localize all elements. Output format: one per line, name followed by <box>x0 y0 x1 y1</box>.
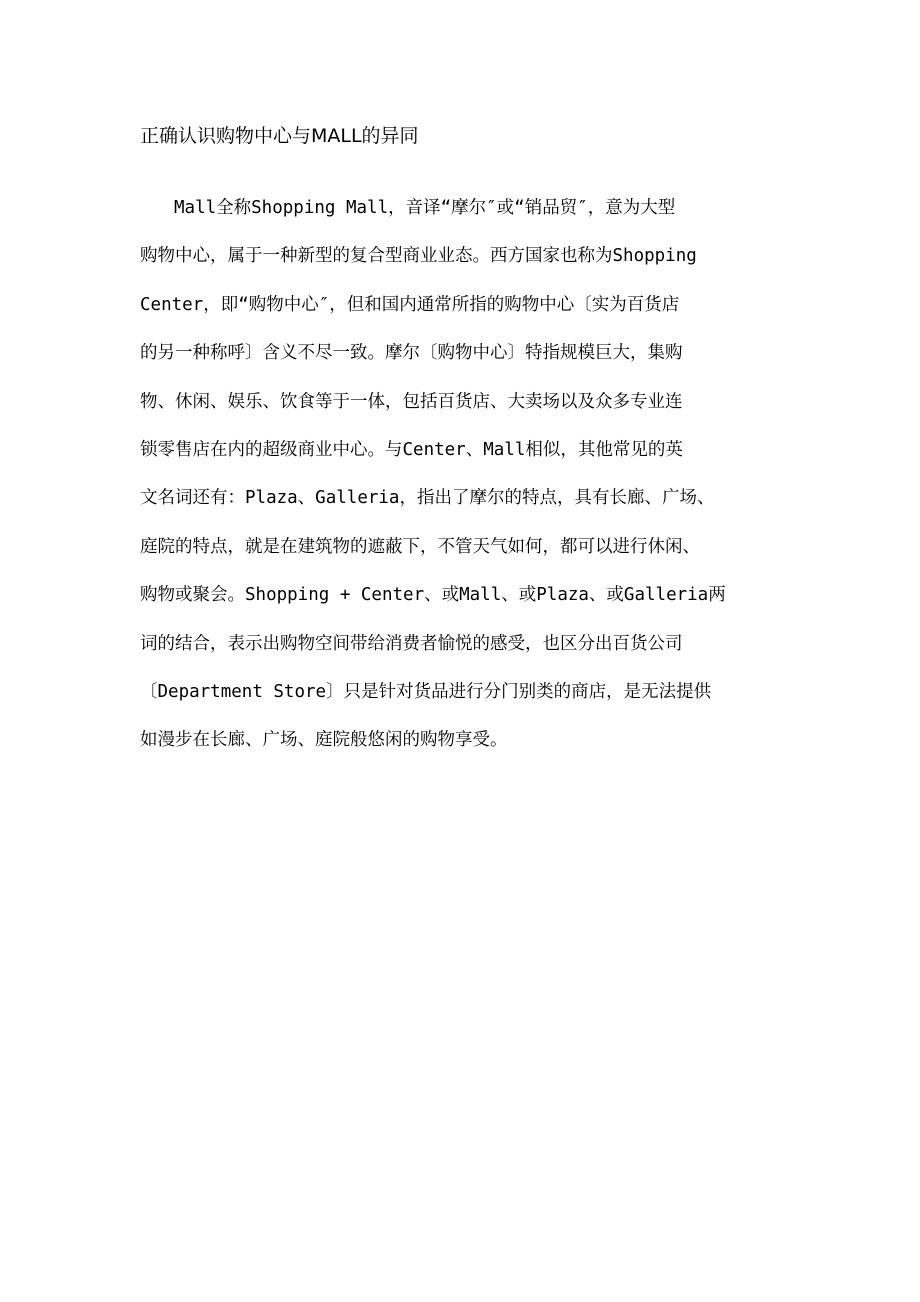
paragraph-line: 文名词还有：Plaza、Galleria，指出了摩尔的特点，具有长廊、广场、 <box>140 488 715 509</box>
paragraph-line: 物、休闲、娱乐、饮食等于一体，包括百货店、大卖场以及众多专业连 <box>140 391 683 412</box>
paragraph-line: Center，即“购物中心″，但和国内通常所指的购物中心〔实为百货店 <box>140 294 680 315</box>
paragraph-line: 购物中心，属于一种新型的复合型商业业态。西方国家也称为Shopping <box>140 246 697 267</box>
paragraph-line: 词的结合，表示出购物空间带给消费者愉悦的感受，也区分出百货公司 <box>140 633 683 654</box>
paragraph-line: 锁零售店在内的超级商业中心。与Center、Mall相似，其他常见的英 <box>140 439 683 460</box>
paragraph-line: 的另一种称呼〕含义不尽一致。摩尔〔购物中心〕特指规模巨大，集购 <box>140 343 683 364</box>
paragraph-line: 〔Department Store〕只是针对货品进行分门别类的商店，是无法提供 <box>140 681 712 702</box>
document-title: 正确认识购物中心与MALL的异同 <box>140 125 419 147</box>
paragraph-line: Mall全称Shopping Mall，音译“摩尔″或“销品贸″，意为大型 <box>174 198 676 218</box>
paragraph-line: 如漫步在长廊、广场、庭院般悠闲的购物享受。 <box>140 730 508 751</box>
body-paragraph <box>140 184 786 765</box>
paragraph-line: 购物或聚会。Shopping + Center、或Mall、或Plaza、或Galleria两 <box>140 585 726 606</box>
paragraph-line: 庭院的特点，就是在建筑物的遮蔽下，不管天气如何，都可以进行休闲、 <box>140 536 700 557</box>
